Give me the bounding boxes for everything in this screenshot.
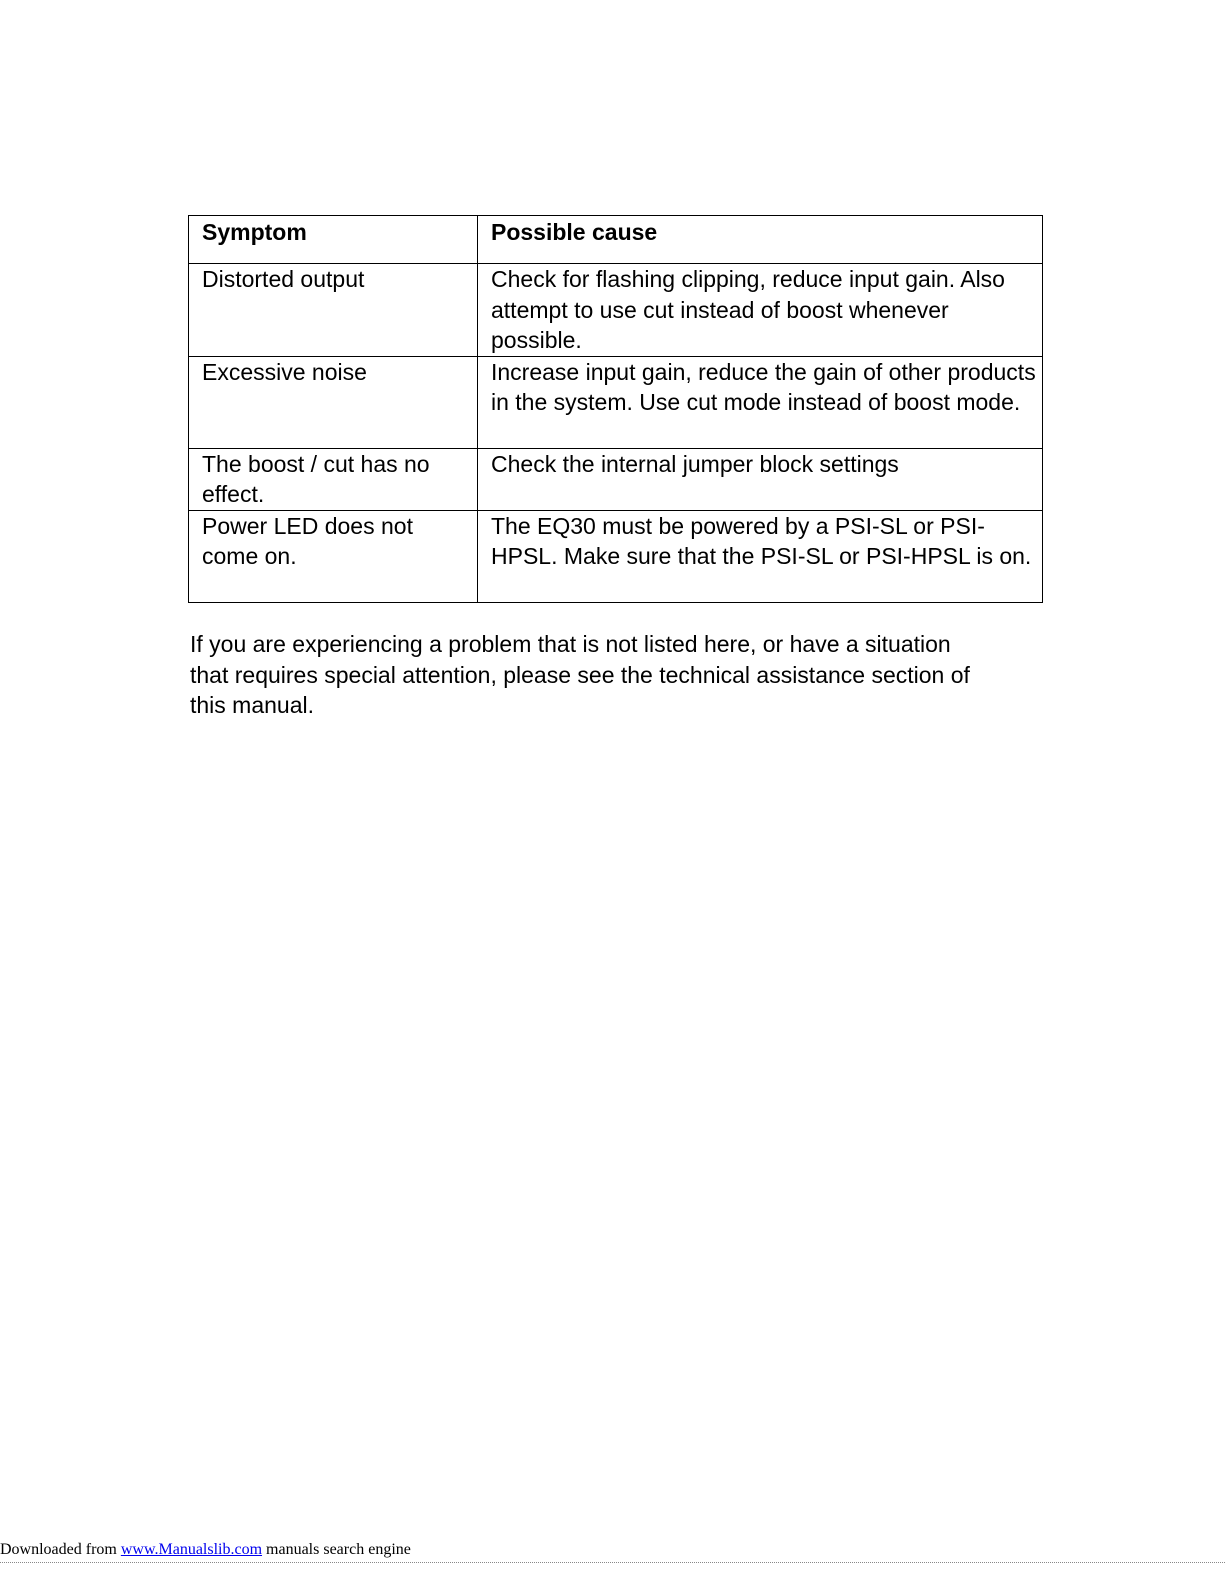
footer-prefix: Downloaded from bbox=[0, 1541, 121, 1558]
manualslib-link[interactable]: www.Manualslib.com bbox=[120, 1541, 263, 1558]
cause-cell: Check the internal jumper block settings bbox=[478, 448, 1043, 510]
troubleshooting-table bbox=[188, 215, 1043, 603]
table-row bbox=[189, 356, 1043, 448]
table-header-row bbox=[189, 216, 1043, 264]
cause-column-header: Possible cause bbox=[478, 216, 1043, 264]
symptom-cell: Excessive noise bbox=[189, 356, 478, 448]
cause-cell: The EQ30 must be powered by a PSI-SL or PSI-HPSL. Make sure that the PSI-SL or PSI-HPSL is on. bbox=[478, 510, 1043, 602]
table-row bbox=[189, 448, 1043, 510]
symptom-column-header: Symptom bbox=[189, 216, 478, 264]
symptom-cell: The boost / cut has no effect. bbox=[189, 448, 478, 510]
symptom-cell: Power LED does not come on. bbox=[189, 510, 478, 602]
cause-cell: Increase input gain, reduce the gain of other products in the system. Use cut mode instead of boost mode. bbox=[478, 356, 1043, 448]
symptom-cell: Distorted output bbox=[189, 264, 478, 357]
table-row bbox=[189, 264, 1043, 357]
footer-divider bbox=[0, 1562, 1225, 1563]
footer-suffix: manuals search engine bbox=[262, 1541, 411, 1558]
download-footer bbox=[0, 1540, 411, 1560]
technical-assistance-note: If you are experiencing a problem that is not listed here, or have a situation that requires special attention, please see the technical assistance section of this manual. bbox=[190, 631, 970, 718]
cause-cell: Check for flashing clipping, reduce input gain. Also attempt to use cut instead of boost whenever possible. bbox=[478, 264, 1043, 357]
table-row bbox=[189, 510, 1043, 602]
